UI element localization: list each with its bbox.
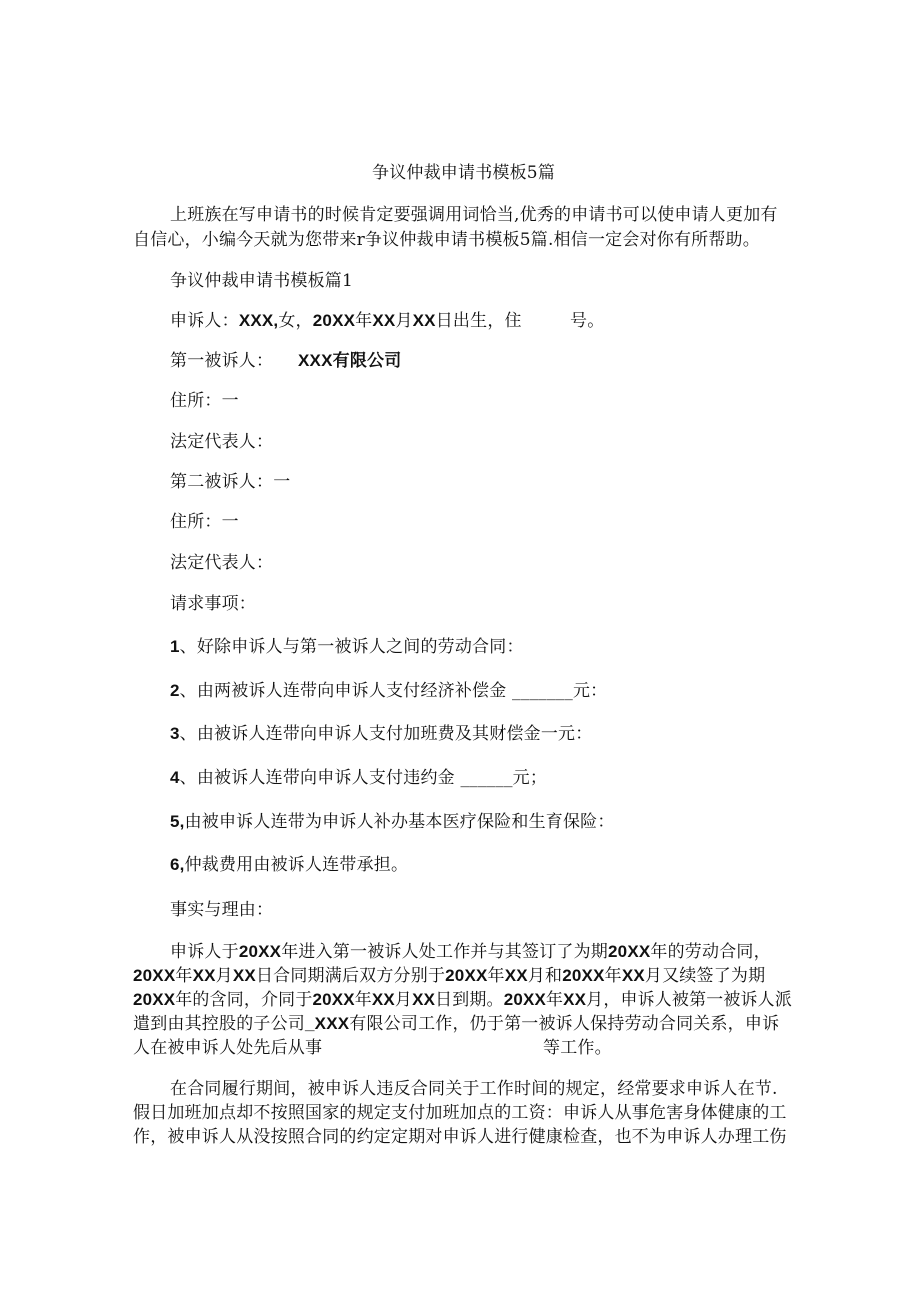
requests-heading: 请求事项： <box>170 594 256 614</box>
text-run: 日合同期满后双方分别于 <box>255 966 446 986</box>
year-run: 20XX <box>445 966 488 985</box>
request-number: 3 <box>170 724 180 743</box>
year-run: 20XX <box>133 966 176 985</box>
year-run: 20XX <box>608 942 651 961</box>
legal-rep1: 法定代表人： <box>170 432 274 452</box>
year-char: 年 <box>355 311 373 331</box>
year-run: 20XX <box>238 942 282 961</box>
text-run: 月 <box>394 990 413 1010</box>
text-run: 月，申诉人被第一被诉人派 <box>586 990 792 1010</box>
text-run: 申诉人于 <box>170 942 239 962</box>
request-text: 、由被诉人连带向申诉人支付加班费及其财偿金一元： <box>179 724 593 744</box>
facts-p2-line1: 在合同履行期间，被申诉人违反合同关于工作时间的规定，经常要求申诉人在节. <box>170 1079 778 1099</box>
facts-p1-line3 <box>133 989 792 1011</box>
birth-day: XX <box>412 311 436 330</box>
facts-p1-line4 <box>133 1013 779 1035</box>
month-char: 月 <box>395 311 413 331</box>
text-run: 遣到由其控股的子公司 <box>133 1014 305 1034</box>
applicant-label: 申诉人： <box>170 311 239 331</box>
year-run: 20XX <box>503 990 546 1009</box>
request-item <box>170 811 615 833</box>
respondent1-name <box>298 350 401 372</box>
month-run: XX <box>192 966 216 985</box>
request-item <box>170 854 408 876</box>
request-item <box>170 767 547 789</box>
birth-suffix: 日出生，住 <box>435 311 522 331</box>
facts-p2-line2: 假日加班加点却不按照国家的规定支付加班加点的工资：申诉人从事危害身体健康的工 <box>133 1103 787 1123</box>
facts-heading: 事实与理由： <box>170 900 274 920</box>
request-number: 1 <box>170 637 180 656</box>
request-item <box>170 636 524 658</box>
respondent2-label: 第二被诉人：一 <box>170 472 291 492</box>
respondent1-name-text: XXX有限公司 <box>298 351 402 370</box>
request-text: 由被申诉人连带为申诉人补办基本医疗保险和生育保险： <box>184 812 615 832</box>
month-run: XX <box>621 966 645 985</box>
applicant-number-suffix: 号。 <box>570 311 605 331</box>
facts-p1-line2 <box>133 965 765 987</box>
request-item <box>170 723 592 745</box>
month-run: XX <box>563 990 587 1009</box>
request-text: 仲裁费用由被诉人连带承担。 <box>184 855 409 875</box>
text-run: 月又续签了为期 <box>644 966 766 986</box>
respondent1-label: 第一被诉人： <box>170 351 274 371</box>
text-run: 日到期。 <box>435 990 504 1010</box>
day-run: XX <box>412 990 436 1009</box>
text-run: 年 <box>545 990 564 1010</box>
section-heading: 争议仲裁申请书模板篇1 <box>170 271 354 291</box>
request-text: 、好除申诉人与第一被诉人之间的劳动合同： <box>179 637 524 657</box>
text-run: 年 <box>487 966 505 986</box>
request-text: 、由被诉人连带向申诉人支付违约金 ______元； <box>179 768 548 788</box>
request-number: 4 <box>170 768 180 787</box>
year-run: 20XX <box>312 990 355 1009</box>
legal-rep2: 法定代表人： <box>170 553 274 573</box>
title-text: 争议仲裁申请书模板5篇 <box>372 163 556 183</box>
birth-month: XX <box>372 311 396 330</box>
document-title <box>372 162 555 184</box>
text-run: 年进入第一被诉人处工作并与其签订了为期 <box>281 942 609 962</box>
text-run: 年 <box>175 966 193 986</box>
applicant-gender: 女， <box>278 311 313 331</box>
birth-year: 20XX <box>312 311 356 330</box>
text-run: 月和 <box>527 966 563 986</box>
request-item <box>170 680 607 702</box>
facts-p1-line5: 人在被申诉人处先后从事 <box>133 1038 323 1058</box>
request-number: 2 <box>170 681 180 700</box>
text-run: 有限公司工作，仍于第一被诉人保持劳动合同关系，申诉 <box>349 1014 780 1034</box>
company-run: _XXX <box>305 1014 350 1033</box>
request-number: 6, <box>170 855 185 874</box>
text-run: 月 <box>215 966 233 986</box>
address1: 住所：一 <box>170 391 239 411</box>
day-run: XX <box>232 966 256 985</box>
facts-p1-line1 <box>170 941 771 963</box>
text-run: 年 <box>354 990 372 1010</box>
facts-p2-line3: 作，被申诉人从没按照合同的约定定期对申诉人进行健康检查，也不为申诉人办理工伤 <box>133 1127 787 1147</box>
text-run: 年的含同，介同于 <box>175 990 313 1010</box>
address2: 住所：一 <box>170 512 239 532</box>
request-text: 、由两被诉人连带向申诉人支付经济补偿金 _______元： <box>179 681 608 701</box>
intro-line-2: 自信心，小编今天就为您带来r争议仲裁申请书模板5篇.相信一定会对你有所帮助。 <box>133 230 760 250</box>
year-run: 20XX <box>133 990 176 1009</box>
applicant-line <box>170 310 522 332</box>
request-number: 5, <box>170 812 185 831</box>
month-run: XX <box>371 990 395 1009</box>
text-run: 年的劳动合同， <box>650 942 771 962</box>
text-run: 年 <box>604 966 622 986</box>
intro-line-1: 上班族在写申请书的时候肯定要强调用词恰当,优秀的申请书可以使申请人更加有 <box>170 205 778 225</box>
facts-p1-line5-end: 等工作。 <box>543 1038 612 1058</box>
year-run: 20XX <box>562 966 605 985</box>
applicant-name: XXX, <box>238 311 279 330</box>
month-run: XX <box>504 966 528 985</box>
